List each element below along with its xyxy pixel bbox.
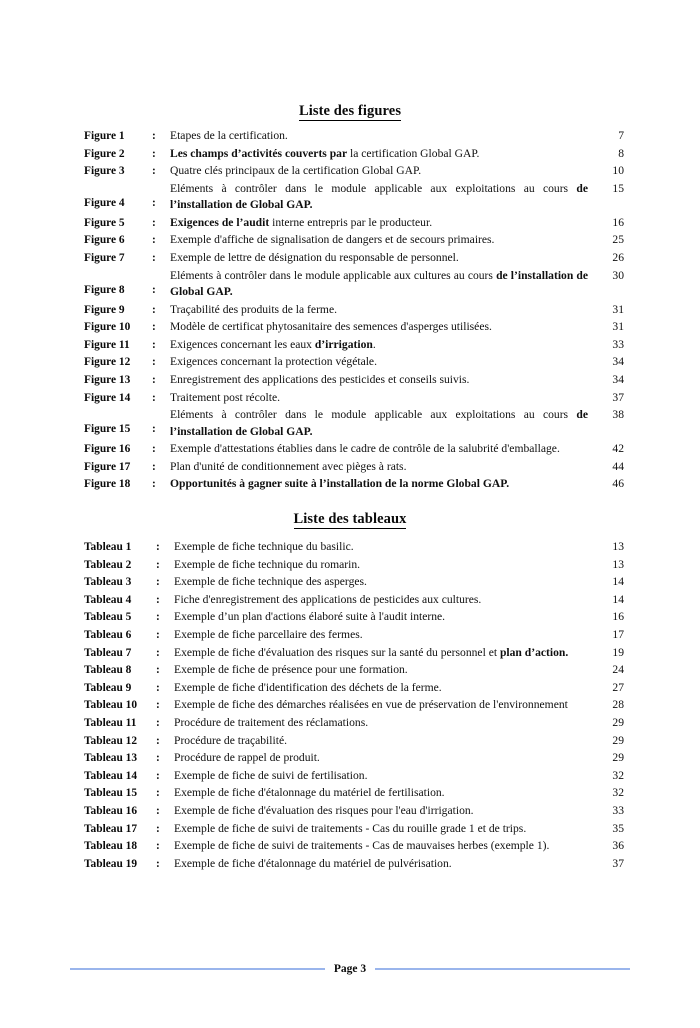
figure-entry-page-number: 44 [612,459,624,473]
figure-entry [84,232,624,248]
tableau-entry [84,785,624,801]
tableau-entry-colon: : [156,804,160,817]
figures-section-heading [0,103,700,120]
tableau-entry [84,680,624,696]
tableau-entry-colon: : [156,628,160,641]
tableau-entry-page-number: 17 [612,627,624,641]
tableau-entry-colon: : [156,576,160,589]
tableau-entry-description: Procédure de traçabilité. [174,733,287,747]
tableau-entry-description: Exemple de fiche parcellaire des fermes. [174,627,363,641]
tableau-entry [84,627,624,643]
figure-entry-label: Figure 8 [84,283,125,296]
tableau-entry [84,768,624,784]
tableau-entry-page-number: 29 [612,715,624,729]
figure-entry-page-number: 25 [612,233,624,247]
tableau-entry-description: Procédure de rappel de produit. [174,751,320,765]
page-footer [70,958,630,980]
tableau-entry-description: Exemple de fiche de suivi de traitements - Cas de mauvaises herbes (exemple 1). [174,839,550,853]
figure-entry-description: Exemple d'affiche de signalisation de dangers et de secours primaires. [170,233,495,247]
figure-entry [84,250,624,266]
tableau-entry-page-number: 14 [612,592,624,606]
figure-entry-page-number: 31 [612,320,624,334]
figure-entry [84,181,624,214]
figure-entry [84,163,624,179]
figure-entry-description: Modèle de certificat phytosanitaire des semences d'asperges utilisées. [170,320,492,334]
figure-entry-page-number: 26 [612,250,624,264]
figure-entry-description: Exemple de lettre de désignation du responsable de personnel. [170,250,459,264]
figure-entry-label: Figure 1 [84,130,125,142]
figure-entry-description: Traitement post récolte. [170,390,281,404]
figure-entry-description: Les champs d’activités couverts par la certification Global GAP. [170,146,480,160]
tableau-entry-colon: : [156,699,160,712]
figure-entry-description: Exemple d'attestations établies dans le cadre de contrôle de la salubrité d'emballage. [170,442,560,456]
figure-entry-page-number: 34 [612,355,624,369]
figure-entry-description: Exigences concernant la protection végétale. [170,355,377,369]
tableau-entry-label: Tableau 4 [84,593,132,606]
tableau-entry-label: Tableau 11 [84,716,137,729]
figure-entry-label: Figure 9 [84,303,125,316]
tableau-entry [84,838,624,854]
figure-entry-label: Figure 12 [84,356,131,369]
tableau-entry-label: Tableau 17 [84,822,138,835]
tableau-entry [84,856,624,872]
tableau-entry-label: Tableau 14 [84,769,138,782]
figure-entry-label: Figure 16 [84,443,131,456]
figure-entry [84,146,624,162]
figures-list [84,128,624,494]
tableau-entry-colon: : [156,752,160,765]
figure-entry-description: Enregistrement des applications des pesticides et conseils suivis. [170,372,470,386]
figure-entry-page-number: 7 [618,129,624,142]
tableau-entry-description: Exemple de fiche d'évaluation des risques pour l'eau d'irrigation. [174,803,474,817]
tableau-entry-description: Exemple de fiche d'étalonnage du matériel de pulvérisation. [174,856,452,870]
tableau-entry-label: Tableau 10 [84,699,138,712]
tableau-entry-description: Exemple de fiche technique du romarin. [174,557,361,571]
figure-entry-colon: : [152,338,156,351]
tableau-entry-description: Exemple de fiche technique du basilic. [174,540,354,553]
tableau-entry-description: Procédure de traitement des réclamations. [174,715,369,729]
figure-entry-colon: : [152,216,156,229]
footer-rule-left [70,968,325,970]
tableau-entry-page-number: 27 [612,680,624,694]
tableau-entry-colon: : [156,857,160,870]
tableau-entry-colon: : [156,664,160,677]
tableau-entry-colon: : [156,840,160,853]
figure-entry-page-number: 15 [612,181,624,195]
figure-entry-page-number: 31 [612,302,624,316]
tableau-entry-label: Tableau 19 [84,857,138,870]
tableau-entry-description: Exemple de fiche de suivi de fertilisation. [174,768,368,782]
figure-entry-colon: : [152,130,156,142]
tableau-entry [84,539,624,555]
tableau-entry-page-number: 29 [612,751,624,765]
tableau-entry-colon: : [156,593,160,606]
tableau-entry-label: Tableau 2 [84,558,132,571]
figure-entry [84,337,624,353]
figure-entry-description: Etapes de la certification. [170,129,288,142]
figure-entry [84,354,624,370]
figure-entry-colon: : [152,423,156,436]
figure-entry-description: Exigences concernant les eaux d’irrigation. [170,337,376,351]
figure-entry-colon: : [152,283,156,296]
figure-entry-description: Eléments à contrôler dans le module applicable aux cultures au cours de l’installation de Global GAP. [170,268,589,298]
tableau-entry-page-number: 14 [612,575,624,589]
figure-entry-colon: : [152,165,156,178]
figure-entry-colon: : [152,234,156,247]
tableau-entry [84,645,624,661]
figure-entry-description: Quatre clés principaux de la certification Global GAP. [170,164,422,178]
figure-entry [84,268,624,301]
figure-entry-label: Figure 5 [84,216,125,229]
figure-entry-colon: : [152,303,156,316]
figure-entry-colon: : [152,356,156,369]
tableau-entry-description: Fiche d'enregistrement des applications de pesticides aux cultures. [174,592,482,606]
tableau-entry-label: Tableau 3 [84,576,132,589]
figure-entry-page-number: 46 [612,477,624,491]
figure-entry [84,476,624,492]
tableau-entry-label: Tableau 15 [84,787,138,800]
figure-entry-colon: : [152,321,156,334]
figure-entry-label: Figure 18 [84,478,131,491]
figure-entry-colon: : [152,251,156,264]
figure-entry-colon: : [152,478,156,491]
tableau-entry-label: Tableau 12 [84,734,138,747]
tableau-entry-colon: : [156,611,160,624]
figure-entry-page-number: 16 [612,215,624,229]
tableau-entry-label: Tableau 1 [84,541,132,553]
figure-entry-page-number: 30 [612,268,624,282]
tableau-entry-label: Tableau 13 [84,752,138,765]
tableaux-list [84,539,624,873]
tableau-entry-label: Tableau 8 [84,664,132,677]
figure-entry [84,319,624,335]
tableau-entry-description: Exemple de fiche technique des asperges. [174,575,367,589]
tableau-entry-colon: : [156,716,160,729]
figure-entry-colon: : [152,196,156,209]
tableau-entry-description: Exemple de fiche de présence pour une formation. [174,663,408,677]
figure-entry-colon: : [152,460,156,473]
tableau-entry [84,592,624,608]
tableau-entry-colon: : [156,681,160,694]
figure-entry-description: Traçabilité des produits de la ferme. [170,302,337,316]
tableau-entry-page-number: 28 [612,698,624,712]
tableau-entry [84,733,624,749]
footer-rule-right [375,968,630,970]
tableau-entry-page-number: 32 [612,786,624,800]
figures-heading-text: Liste des figures [298,103,402,119]
figure-entry-label: Figure 13 [84,373,131,386]
tableau-entry-page-number: 37 [612,856,624,870]
figure-entry-label: Figure 17 [84,460,131,473]
tableau-entry-description: Exemple de fiche d'étalonnage du matériel de fertilisation. [174,786,445,800]
tableau-entry-description: Exemple de fiche de suivi de traitements - Cas du rouille grade 1 et de trips. [174,821,527,835]
tableau-entry-page-number: 32 [612,768,624,782]
figure-entry [84,302,624,318]
tableau-entry-label: Tableau 16 [84,804,138,817]
tableau-entry [84,557,624,573]
figure-entry-page-number: 10 [612,164,624,178]
figure-entry-page-number: 38 [612,408,624,422]
figure-entry-label: Figure 4 [84,196,125,209]
tableau-entry [84,574,624,590]
tableau-entry-page-number: 16 [612,610,624,624]
figure-entry-label: Figure 11 [84,338,130,351]
figure-entry-page-number: 8 [618,146,624,160]
tableau-entry-description: Exemple de fiche d'évaluation des risques sur la santé du personnel et plan d’action. [174,645,569,659]
figure-entry-label: Figure 3 [84,165,125,178]
figure-entry-colon: : [152,443,156,456]
tableaux-section-heading [0,511,700,528]
tableau-entry [84,803,624,819]
figure-entry-description: Eléments à contrôler dans le module applicable aux exploitations au cours de l’installation de Global GAP. [170,408,588,438]
tableau-entry-label: Tableau 9 [84,681,132,694]
figure-entry-page-number: 33 [612,337,624,351]
figure-entry [84,407,624,440]
figure-entry-description: Plan d'unité de conditionnement avec pièges à rats. [170,459,407,473]
tableau-entry [84,821,624,837]
figure-entry-label: Figure 14 [84,391,131,404]
figure-entry-colon: : [152,391,156,404]
footer-page-number: Page 3 [333,963,367,975]
tableau-entry-colon: : [156,734,160,747]
tableau-entry-label: Tableau 5 [84,611,132,624]
figure-entry-label: Figure 10 [84,321,131,334]
figure-entry-page-number: 37 [612,390,624,404]
figure-entry [84,215,624,231]
tableau-entry [84,662,624,678]
tableau-entry-colon: : [156,541,160,553]
figure-entry-colon: : [152,373,156,386]
figure-entry-description: Eléments à contrôler dans le module applicable aux exploitations au cours de l’installation de Global GAP. [170,181,588,212]
tableau-entry-description: Exemple de fiche d'identification des déchets de la ferme. [174,680,442,694]
tableau-entry-colon: : [156,769,160,782]
figure-entry [84,372,624,388]
tableau-entry-page-number: 33 [612,803,624,817]
figure-entry-label: Figure 15 [84,423,131,436]
tableau-entry-page-number: 19 [612,645,624,659]
figure-entry-page-number: 42 [612,442,624,456]
figure-entry-label: Figure 2 [84,147,125,160]
figure-entry-colon: : [152,147,156,160]
tableau-entry-page-number: 29 [612,733,624,747]
tableau-entry-page-number: 24 [612,663,624,677]
figure-entry-description: Opportunités à gagner suite à l’installation de la norme Global GAP. [170,477,510,491]
figure-entry [84,459,624,475]
tableau-entry [84,697,624,713]
tableau-entry-colon: : [156,646,160,659]
tableau-entry-label: Tableau 6 [84,628,132,641]
figure-entry-description: Exigences de l’audit interne entrepris par le producteur. [170,215,433,229]
tableau-entry-page-number: 36 [612,839,624,853]
tableau-entry-description: Exemple d’un plan d'actions élaboré suite à l'audit interne. [174,610,446,624]
tableau-entry [84,715,624,731]
figure-entry [84,128,624,144]
tableau-entry-page-number: 35 [612,821,624,835]
figure-entry [84,390,624,406]
figure-entry-label: Figure 7 [84,251,125,264]
tableau-entry-colon: : [156,558,160,571]
tableau-entry-colon: : [156,822,160,835]
tableau-entry-colon: : [156,787,160,800]
tableau-entry-description: Exemple de fiche des démarches réalisées en vue de préservation de l'environnement [174,698,568,712]
tableau-entry-page-number: 13 [612,557,624,571]
tableau-entry [84,609,624,625]
tableau-entry-label: Tableau 7 [84,646,132,659]
tableau-entry [84,750,624,766]
figure-entry-label: Figure 6 [84,234,125,247]
tableau-entry-label: Tableau 18 [84,840,138,853]
tableau-entry-page-number: 13 [612,540,624,553]
figure-entry [84,441,624,457]
tableaux-heading-text: Liste des tableaux [293,511,407,527]
figure-entry-page-number: 34 [612,372,624,386]
